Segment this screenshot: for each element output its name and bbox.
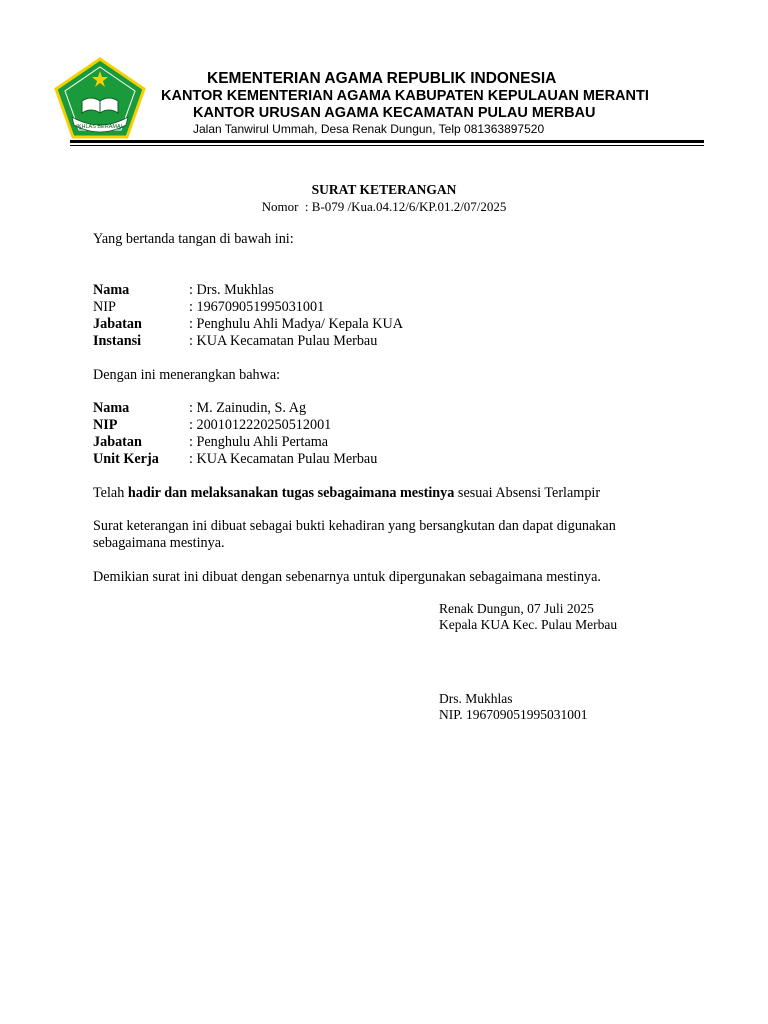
closing-text: Demikian surat ini dibuat dengan sebenarnya untuk dipergunakan sebagaimana mestinya. (93, 569, 601, 585)
regency-office-name: KANTOR KEMENTERIAN AGAMA KABUPATEN KEPULAUAN MERANTI (161, 88, 649, 104)
letterhead-divider-thin (70, 145, 704, 146)
field-value: : Penghulu Ahli Pertama (189, 434, 329, 450)
field-label: Instansi (93, 333, 142, 349)
field-value: : KUA Kecamatan Pulau Merbau (189, 333, 378, 349)
field-label: Nama (93, 282, 130, 298)
place-date: Renak Dungun, 07 Juli 2025 (439, 601, 594, 616)
attendance-prefix: Telah (93, 485, 128, 501)
field-value: : M. Zainudin, S. Ag (189, 400, 307, 416)
signer-nip: NIP. 196709051995031001 (439, 707, 588, 722)
purpose-line-1: Surat keterangan ini dibuat sebagai bukti kehadiran yang bersangkutan dan dapat digunakan (93, 518, 616, 534)
document-number (0, 199, 768, 215)
attendance-statement (93, 485, 600, 502)
signer-name: Drs. Mukhlas (439, 691, 513, 706)
kua-office-name: KANTOR URUSAN AGAMA KECAMATAN PULAU MERBAU (193, 105, 596, 121)
field-label: NIP (93, 299, 116, 315)
attendance-suffix: sesuai Absensi Terlampir (454, 485, 601, 501)
field-value: : 2001012220250512001 (189, 417, 332, 433)
statement-text: Dengan ini menerangkan bahwa: (93, 367, 281, 383)
purpose-line-2: sebagaimana mestinya. (93, 535, 225, 551)
intro-text: Yang bertanda tangan di bawah ini: (93, 231, 294, 247)
ministry-name: KEMENTERIAN AGAMA REPUBLIK INDONESIA (207, 70, 557, 87)
field-label: Jabatan (93, 434, 142, 450)
field-value: : KUA Kecamatan Pulau Merbau (189, 451, 378, 467)
field-label: Nama (93, 400, 130, 416)
document-title: SURAT KETERANGAN (311, 182, 457, 197)
number-label: Nomor (261, 199, 299, 214)
svg-text:IKHLAS BERAMAL: IKHLAS BERAMAL (76, 124, 124, 130)
field-value: : 196709051995031001 (189, 299, 325, 315)
letterhead-divider-thick (70, 140, 704, 143)
signer-title: Kepala KUA Kec. Pulau Merbau (439, 617, 618, 632)
field-label: NIP (93, 417, 118, 433)
field-label: Jabatan (93, 316, 142, 332)
field-value: : Penghulu Ahli Madya/ Kepala KUA (189, 316, 403, 332)
attendance-emphasis: hadir dan melaksanakan tugas sebagaimana mestinya (127, 485, 455, 501)
field-label: Unit Kerja (93, 451, 159, 467)
number-value: : B-079 /Kua.04.12/6/KP.01.2/07/2025 (304, 199, 507, 214)
field-value: : Drs. Mukhlas (189, 282, 274, 298)
kemenag-logo (54, 57, 146, 139)
office-address: Jalan Tanwirul Ummah, Desa Renak Dungun, Telp 081363897520 (193, 122, 545, 136)
